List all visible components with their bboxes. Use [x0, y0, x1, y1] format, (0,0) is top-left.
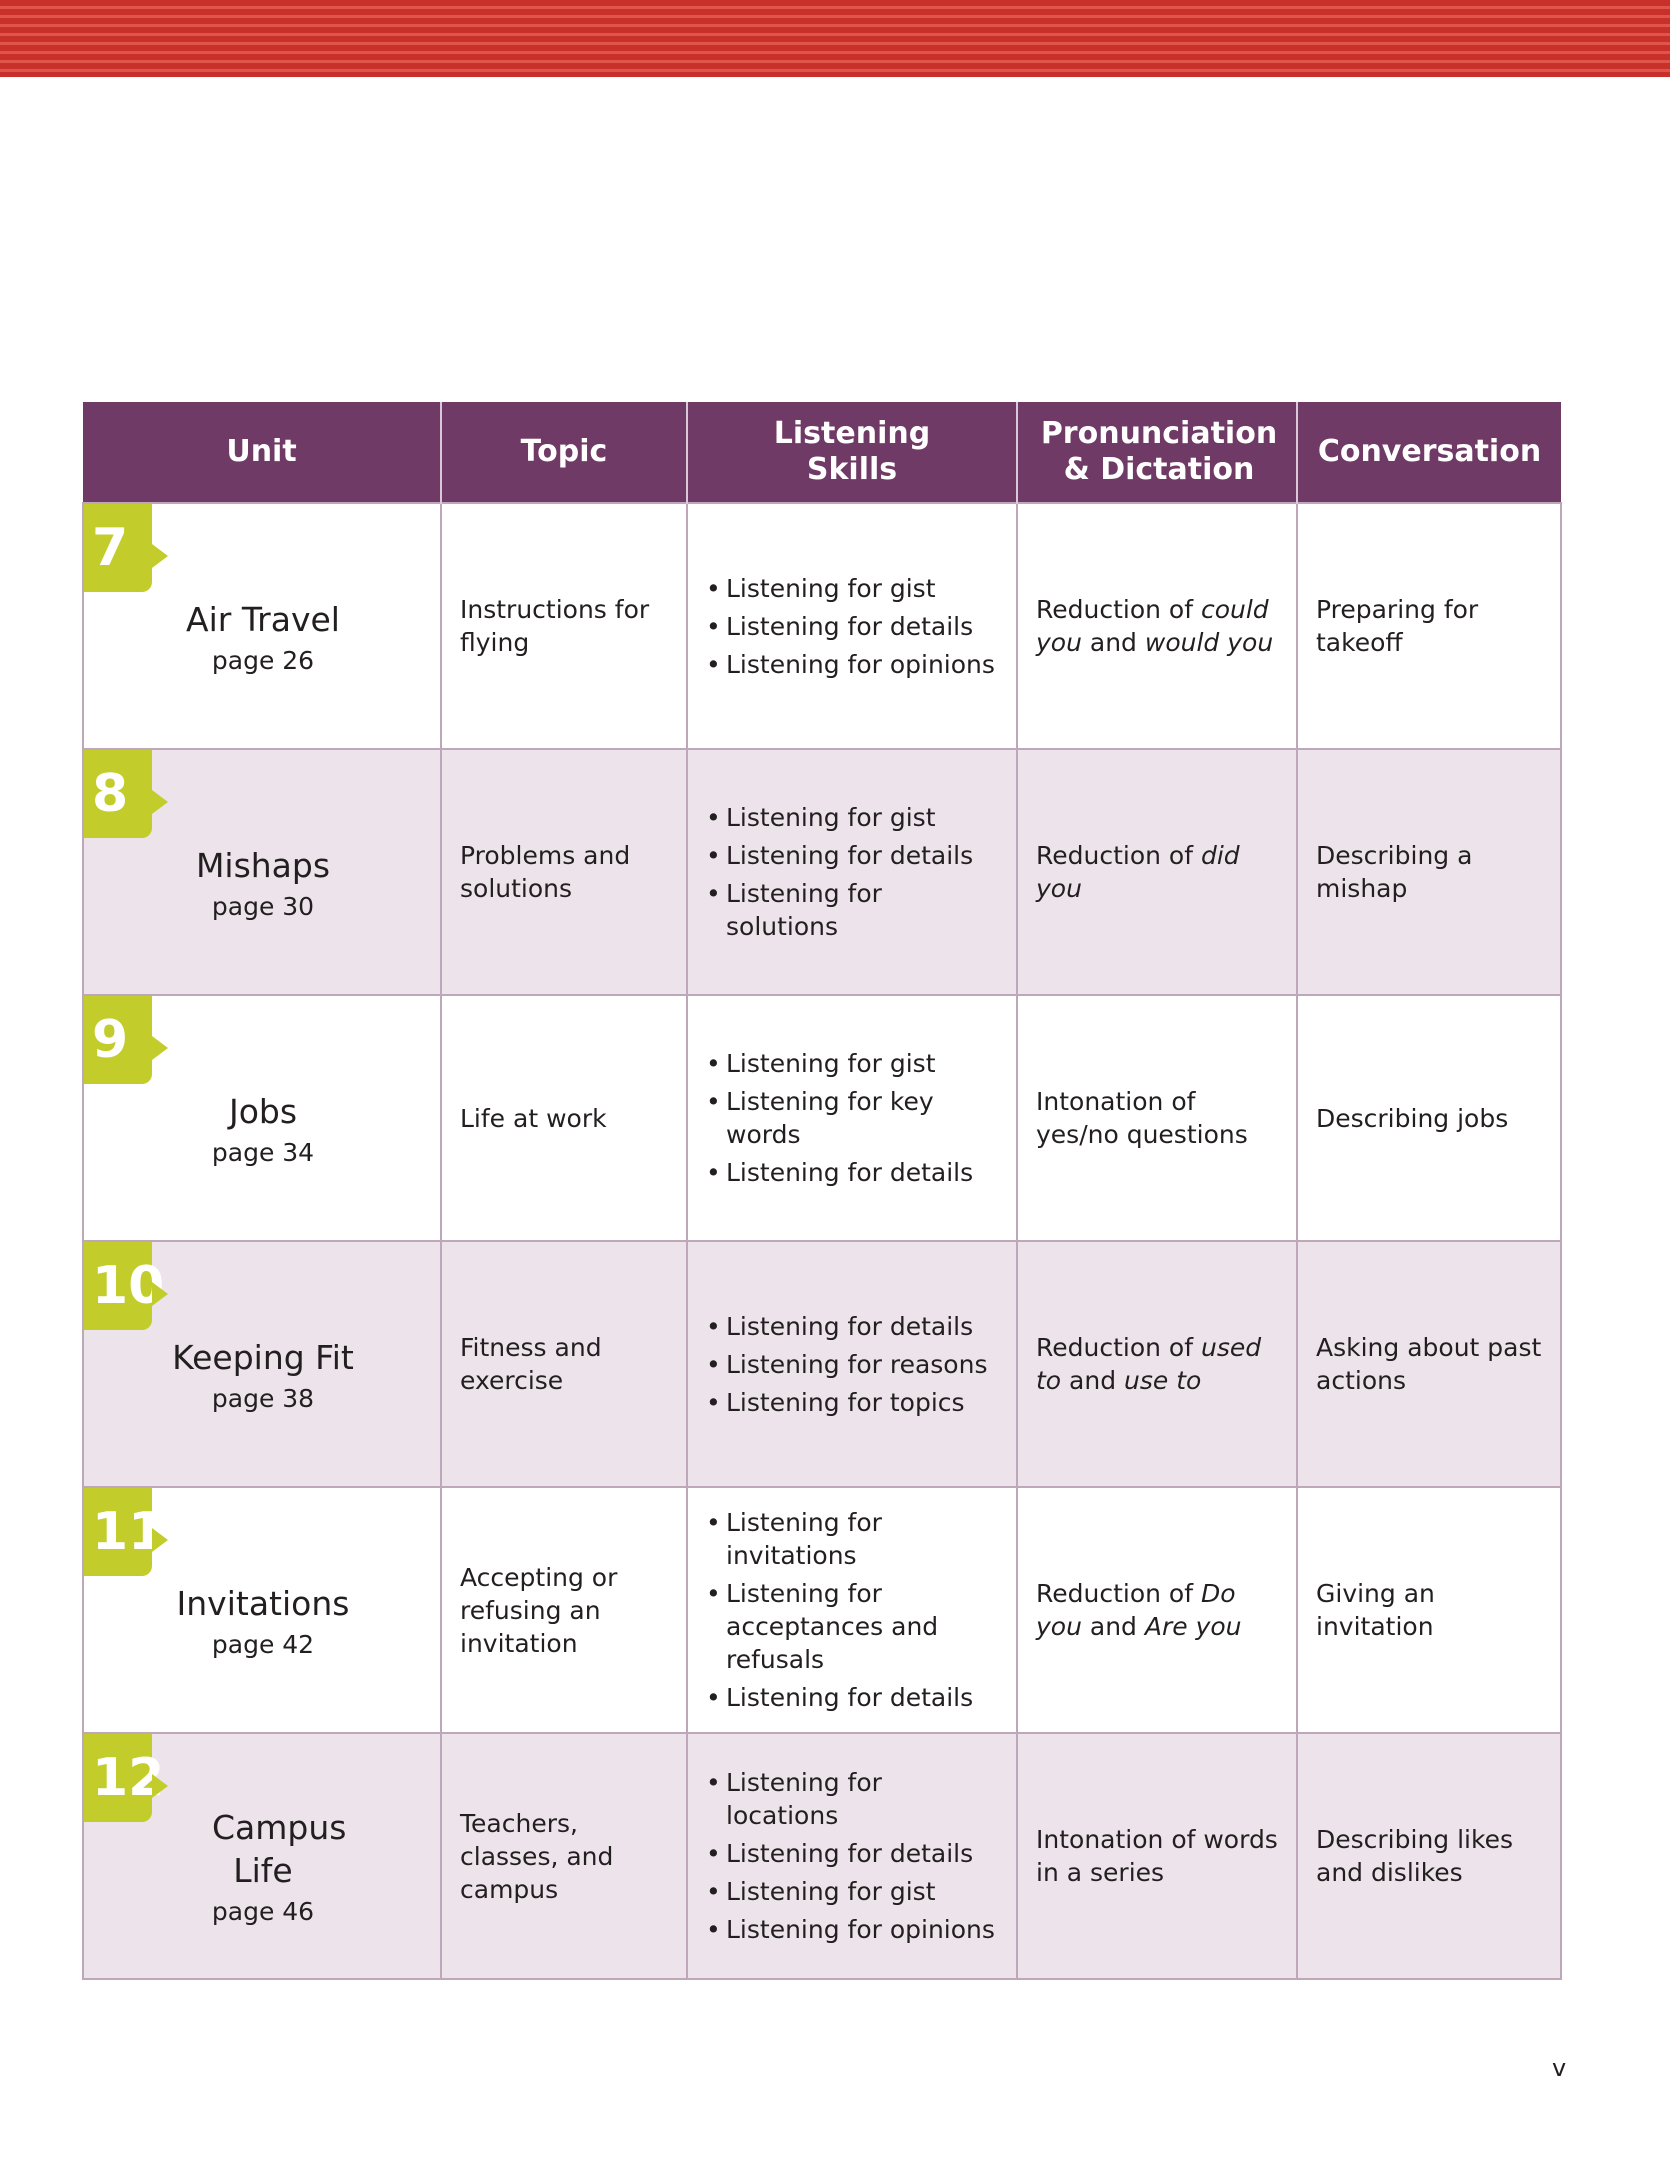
pronunciation-text: and — [1061, 1366, 1125, 1395]
listening-skills-cell — [687, 1733, 1017, 1979]
top-stripe-band — [0, 0, 1670, 77]
skill-item: • Listening for invitations — [706, 1506, 1000, 1572]
unit-number-badge: 10 — [84, 1242, 152, 1330]
header-listening-label: Listening Skills — [773, 416, 931, 487]
conversation-cell: Describing jobs — [1297, 995, 1561, 1241]
contents-table — [82, 402, 1562, 1980]
unit-number-badge: 8 — [84, 750, 152, 838]
header-listening-skills — [687, 402, 1017, 503]
conversation-cell: Describing a mishap — [1297, 749, 1561, 995]
pronunciation-text: Intonation of words in a series — [1036, 1825, 1278, 1887]
skill-item: • Listening for gist — [706, 1047, 1000, 1080]
unit-cell — [83, 503, 441, 749]
pronunciation-italic-text: would you — [1144, 628, 1274, 657]
pronunciation-text: Reduction of — [1036, 1579, 1201, 1608]
table-row — [83, 1241, 1561, 1487]
skill-item: • Listening for details — [706, 1310, 1000, 1343]
listening-skills-cell — [687, 995, 1017, 1241]
unit-page-ref: page 30 — [211, 891, 315, 921]
table-body — [83, 503, 1561, 1979]
unit-page-ref: page 26 — [211, 645, 315, 675]
conversation-cell: Describing likes and dislikes — [1297, 1733, 1561, 1979]
skill-item: • Listening for gist — [706, 801, 1000, 834]
skill-item: • Listening for gist — [706, 572, 1000, 605]
conversation-cell: Giving an invitation — [1297, 1487, 1561, 1733]
pronunciation-cell — [1017, 1241, 1297, 1487]
skill-item: • Listening for gist — [706, 1875, 1000, 1908]
pronunciation-italic-text: Do you — [1036, 1579, 1236, 1641]
skill-item: • Listening for solutions — [706, 877, 1000, 943]
header-unit: Unit — [83, 402, 441, 503]
skill-item: • Listening for locations — [706, 1766, 1000, 1832]
unit-cell — [83, 1733, 441, 1979]
skill-item: • Listening for topics — [706, 1386, 1000, 1419]
skill-item: • Listening for details — [706, 1156, 1000, 1189]
skill-item: • Listening for reasons — [706, 1348, 1000, 1381]
unit-cell — [83, 995, 441, 1241]
skills-list — [706, 1766, 1000, 1946]
pronunciation-cell — [1017, 1733, 1297, 1979]
topic-cell: Life at work — [441, 995, 687, 1241]
skills-list — [706, 572, 1000, 681]
header-topic: Topic — [441, 402, 687, 503]
page-number: v — [1552, 2054, 1567, 2082]
unit-number-badge: 12 — [84, 1734, 152, 1822]
unit-title: Jobs — [228, 1091, 298, 1131]
skill-item: • Listening for opinions — [706, 648, 1000, 681]
unit-page-ref: page 46 — [211, 1897, 315, 1926]
table-row — [83, 995, 1561, 1241]
unit-cell — [83, 1241, 441, 1487]
topic-cell: Teachers, classes, and campus — [441, 1733, 687, 1979]
pronunciation-text: and — [1081, 1612, 1145, 1641]
topic-cell: Fitness and exercise — [441, 1241, 687, 1487]
listening-skills-cell — [687, 503, 1017, 749]
pronunciation-text: Reduction of — [1036, 595, 1201, 624]
unit-cell — [83, 1487, 441, 1733]
pronunciation-cell — [1017, 1487, 1297, 1733]
unit-page-ref: page 42 — [211, 1629, 315, 1659]
topic-cell: Accepting or refusing an invitation — [441, 1487, 687, 1733]
pronunciation-cell — [1017, 503, 1297, 749]
unit-page-ref: page 34 — [211, 1137, 315, 1167]
pronunciation-italic-text: did you — [1036, 841, 1240, 903]
pronunciation-text: Intonation of yes/no questions — [1036, 1087, 1248, 1149]
conversation-cell: Asking about past actions — [1297, 1241, 1561, 1487]
topic-cell: Instructions for flying — [441, 503, 687, 749]
table-row — [83, 749, 1561, 995]
conversation-cell: Preparing for takeoff — [1297, 503, 1561, 749]
skill-item: • Listening for details — [706, 610, 1000, 643]
table-row — [83, 503, 1561, 749]
pronunciation-cell — [1017, 995, 1297, 1241]
header-pronunciation-label: Pronunciation & Dictation — [1040, 416, 1278, 487]
unit-number-badge: 7 — [84, 504, 152, 592]
skill-item: • Listening for details — [706, 1837, 1000, 1870]
pronunciation-italic-text: Are you — [1144, 1612, 1242, 1641]
skills-list — [706, 1047, 1000, 1189]
unit-cell — [83, 749, 441, 995]
unit-number-badge: 9 — [84, 996, 152, 1084]
unit-page-ref: page 38 — [211, 1383, 315, 1413]
skills-list — [706, 1506, 1000, 1714]
pronunciation-text: Reduction of — [1036, 841, 1201, 870]
pronunciation-text: and — [1081, 628, 1145, 657]
skill-item: • Listening for opinions — [706, 1913, 1000, 1946]
unit-number-badge: 11 — [84, 1488, 152, 1576]
listening-skills-cell — [687, 1241, 1017, 1487]
unit-title: Air Travel — [186, 599, 340, 639]
unit-title: Campus Life — [212, 1808, 347, 1890]
pronunciation-cell — [1017, 749, 1297, 995]
skill-item: • Listening for acceptances and refusals — [706, 1577, 1000, 1676]
unit-title: Invitations — [176, 1583, 350, 1623]
pronunciation-italic-text: used to — [1036, 1333, 1262, 1395]
skill-item: • Listening for key words — [706, 1085, 1000, 1151]
topic-cell: Problems and solutions — [441, 749, 687, 995]
skill-item: • Listening for details — [706, 1681, 1000, 1714]
skill-item: • Listening for details — [706, 839, 1000, 872]
unit-title: Mishaps — [195, 845, 331, 885]
table-row — [83, 1487, 1561, 1733]
table-row — [83, 1733, 1561, 1979]
table-header-row — [83, 402, 1561, 503]
pronunciation-text: Reduction of — [1036, 1333, 1201, 1362]
header-conversation: Conversation — [1297, 402, 1561, 503]
skills-list — [706, 1310, 1000, 1419]
pronunciation-italic-text: could you — [1036, 595, 1269, 657]
pronunciation-italic-text: use to — [1124, 1366, 1202, 1395]
listening-skills-cell — [687, 749, 1017, 995]
header-pronunciation — [1017, 402, 1297, 503]
listening-skills-cell — [687, 1487, 1017, 1733]
skills-list — [706, 801, 1000, 943]
unit-title: Keeping Fit — [172, 1337, 354, 1377]
